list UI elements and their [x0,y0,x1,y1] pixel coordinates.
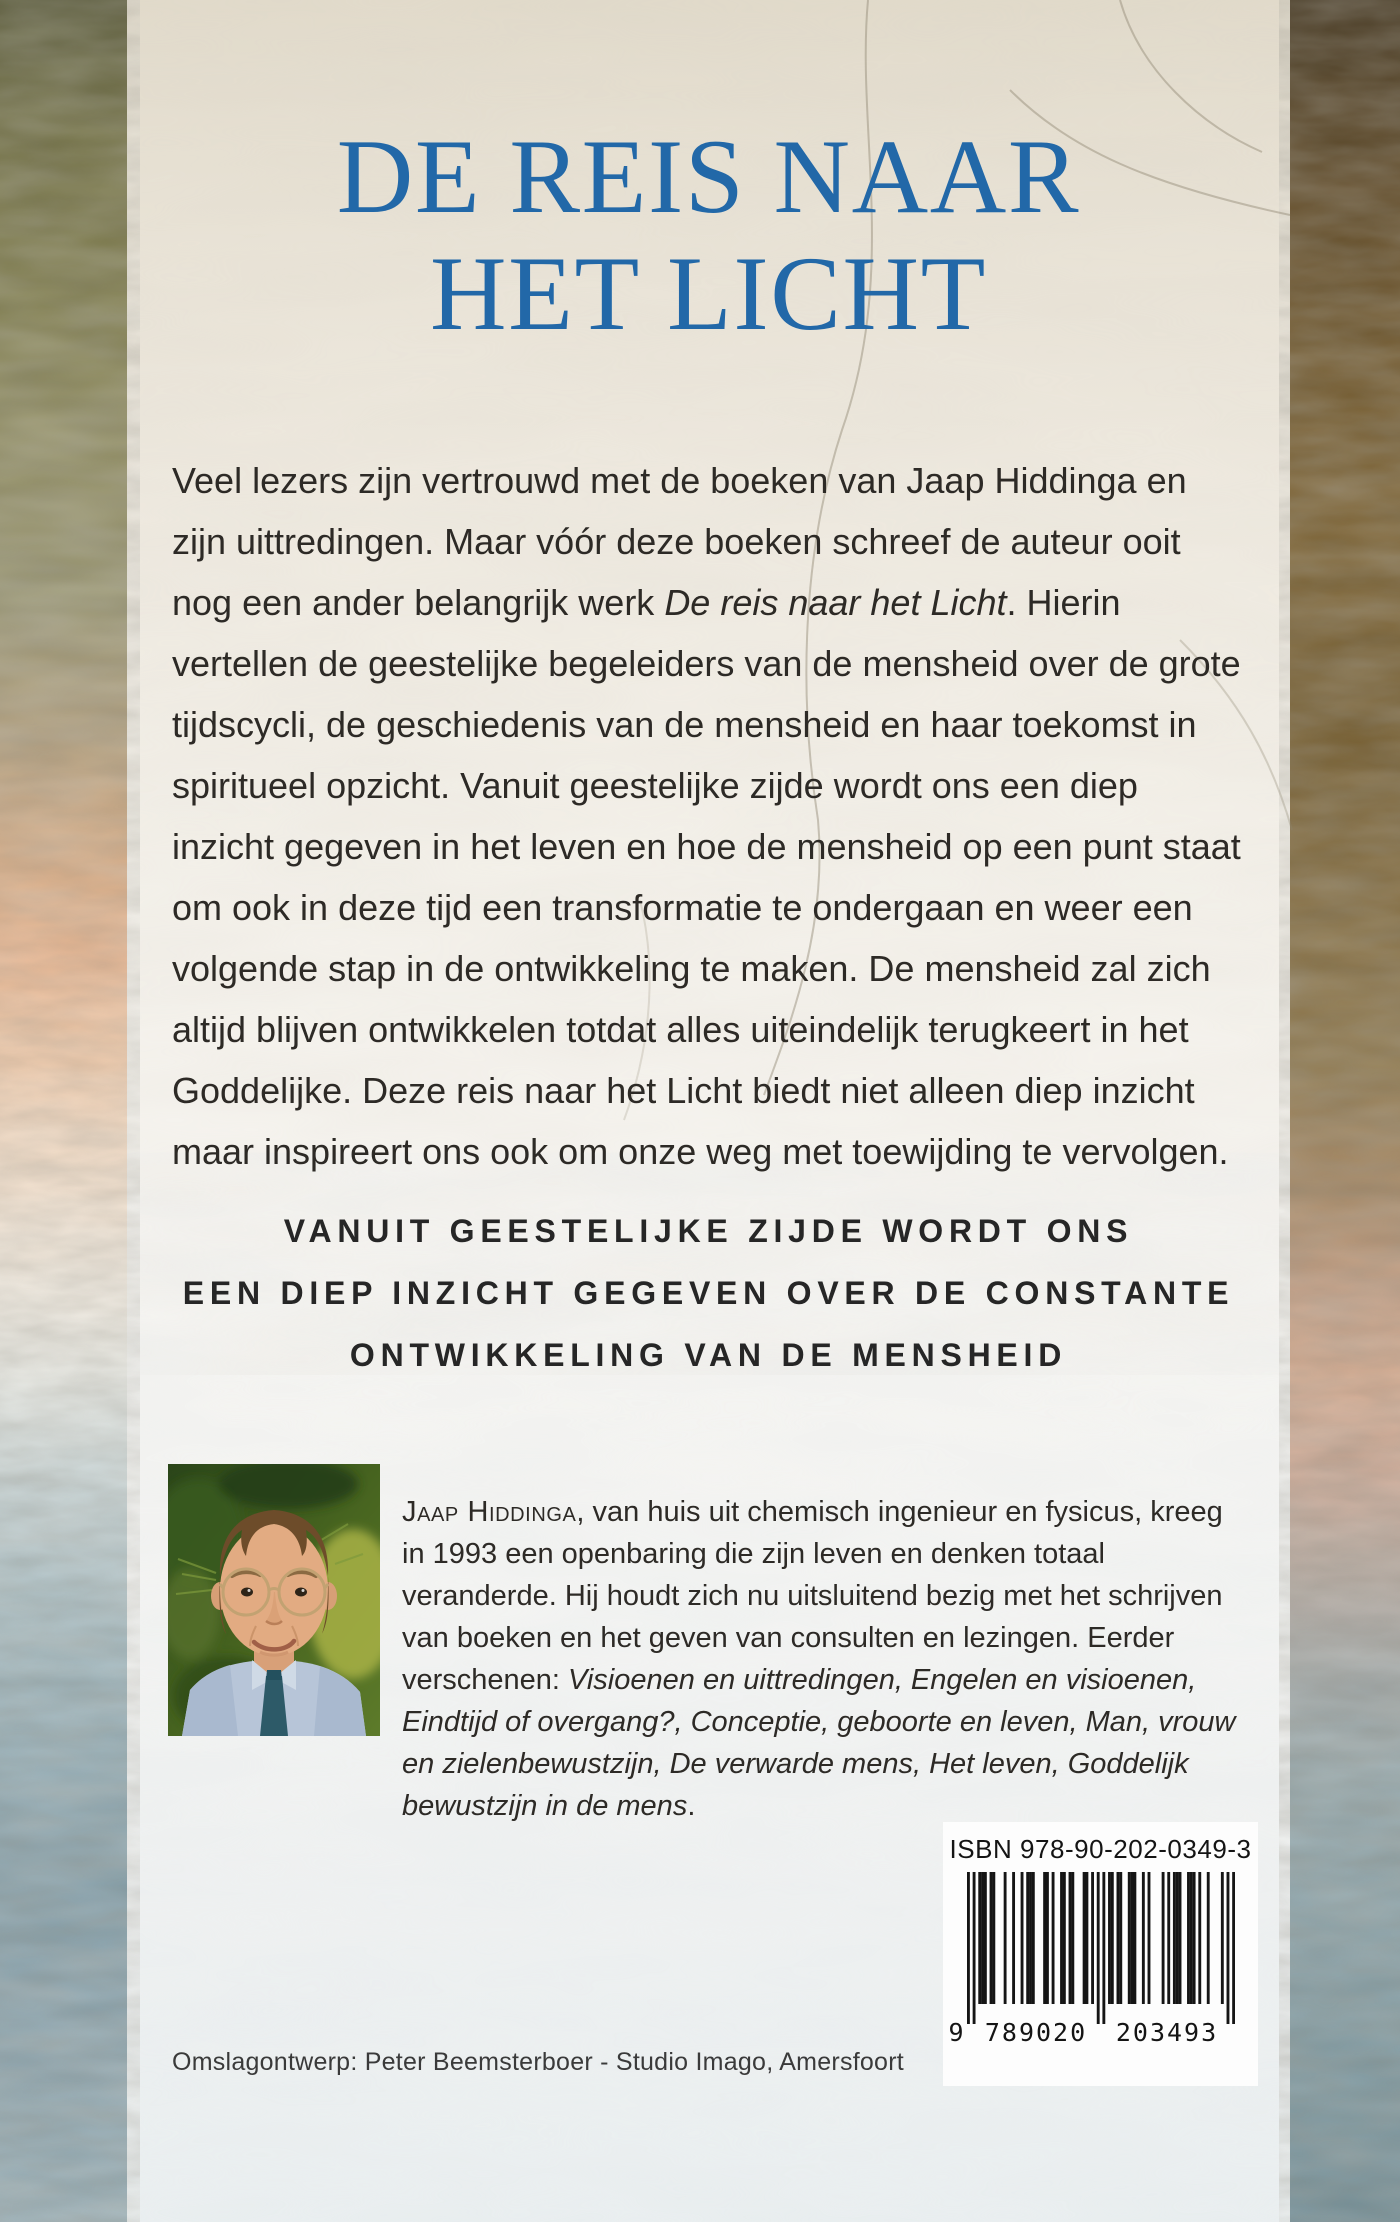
author-bio-end: . [687,1790,696,1822]
description-paragraph [172,450,1247,1182]
pull-quote-line-1: VANUIT GEESTELIJKE ZIJDE WORDT ONS [283,1213,1134,1249]
author-published-titles: Visioenen en uittredingen, Engelen en visioenen, Eindtijd of overgang?, Conceptie, geboorte en leven, Man, vrouw en zielenbewustzijn, De verwarde mens, Het leven, Goddelijk bewustzijn in de mens [402,1664,1236,1822]
barcode-bars [967,1872,1235,2024]
pull-quote [127,1200,1290,1386]
book-title [127,118,1290,352]
barcode-digit-left: 9 [945,2018,967,2048]
author-name: Jaap Hiddinga [402,1496,577,1528]
isbn-label: ISBN 978-90-202-0349-3 [949,1834,1252,1864]
barcode-digit-group-2: 203493 [1111,2018,1223,2048]
barcode-digit-group-1: 789020 [981,2018,1091,2048]
book-title-line-2: HET LICHT [430,235,987,352]
pull-quote-line-3: ONTWIKKELING VAN DE MENSHEID [349,1337,1068,1373]
design-credit: Omslagontwerp: Peter Beemsterboer - Studio Imago, Amersfoort [172,2048,904,2076]
pull-quote-line-2: EEN DIEP INZICHT GEGEVEN OVER DE CONSTANTE [182,1275,1235,1311]
barcode-panel [943,1822,1258,2086]
author-bio [402,1491,1245,1827]
author-portrait-illustration [168,1464,380,1736]
description-segment-2: . Hierin vertellen de geestelijke begeleiders van de mensheid over de grote tijdscycli, de geschiedenis van de mensheid en haar toekomst in spiritueel opzicht. Vanuit geestelijke zijde wordt ons een diep inzicht gegeven in het leven en hoe de mensheid op een punt staat om ook in deze tijd een transformatie te ondergaan en weer een volgende stap in de ontwikkeling te maken. De mensheid zal zich altijd blijven ontwikkelen totdat alles uiteindelijk terugkeert in het Goddelijke. Deze reis naar het Licht biedt niet alleen diep inzicht maar inspireert ons ook om onze weg met toewijding te vervolgen. [172,582,1241,1172]
author-photo [168,1464,380,1736]
book-title-line-1: DE REIS NAAR [336,118,1081,235]
description-inline-book-title: De reis naar het Licht [664,582,1007,623]
description-segment-1: Veel lezers zijn vertrouwd met de boeken van Jaap Hiddinga en zijn uittredingen. Maar vóór deze boeken schreef de auteur ooit nog een ander belangrijk werk [172,460,1187,623]
author-bio-text: , van huis uit chemisch ingenieur en fysicus, kreeg in 1993 een openbaring die zijn leven en denken totaal veranderde. Hij houdt zich nu uitsluitend bezig met het schrijven van boeken en het geven van consulten en lezingen. Eerder verschenen: [402,1496,1223,1696]
barcode-digits [943,2018,1258,2048]
